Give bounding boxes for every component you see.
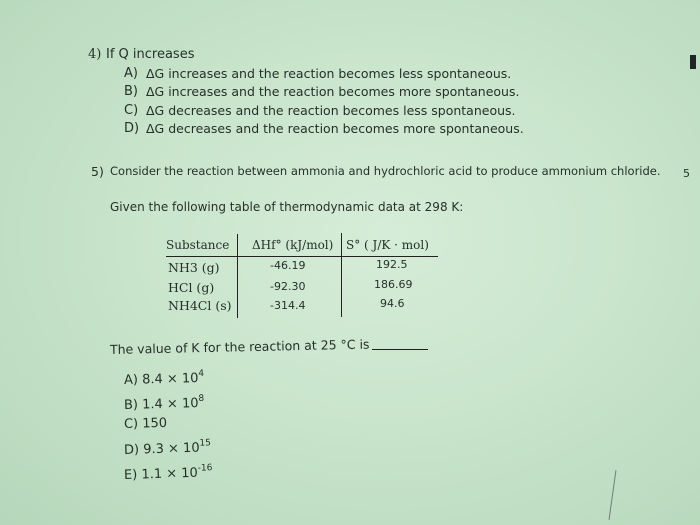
q4-option-a-text: ΔG increases and the reaction becomes less spontaneous.: [146, 66, 512, 81]
table-row-nh4cl-dh: -314.4: [270, 299, 306, 312]
q4-option-c-label: C): [124, 103, 139, 118]
q5-option-a-text: 8.4 × 10: [141, 371, 199, 388]
q5-option-a-exp: 4: [198, 368, 205, 380]
q5-option-e-label: E): [123, 467, 138, 483]
table-header-enthalpy: ΔHf° (kJ/mol): [252, 238, 334, 252]
q5-option-c-label: C): [123, 416, 139, 432]
q5-option-d: [124, 438, 212, 458]
q5-option-e-exp: -16: [197, 463, 213, 474]
table-row-nh3-dh: -46.19: [270, 259, 306, 272]
table-row-nh4cl-s: 94.6: [380, 297, 405, 310]
q4-option-b-label: B): [124, 84, 138, 99]
q4-number: 4): [88, 47, 102, 62]
q5-option-b-label: B): [123, 397, 139, 413]
pen-stroke: [609, 470, 617, 520]
table-row-hcl-s: 186.69: [374, 278, 413, 291]
q5-option-b: [124, 394, 205, 413]
table-row-hcl-dh: -92.30: [270, 280, 306, 293]
q5-option-b-exp: 8: [198, 393, 205, 405]
answer-blank-line: [372, 349, 428, 350]
q5-option-a-label: A): [123, 372, 139, 388]
table-row-nh3-s: 192.5: [376, 258, 408, 271]
table-row-nh4cl-substance: NH4Cl (s): [168, 298, 232, 313]
q5-prompt: The value of K for the reaction at 25 °C is: [109, 336, 370, 357]
table-col-divider-1: [237, 234, 238, 318]
table-row-nh3-substance: NH3 (g): [168, 260, 220, 275]
q5-option-e: [124, 463, 213, 483]
margin-mark: [690, 55, 696, 69]
q5-stem: Consider the reaction between ammonia and hydrochloric acid to produce ammonium chloride.: [110, 164, 661, 178]
table-header-substance: Substance: [166, 238, 230, 252]
q4-option-b-text: ΔG increases and the reaction becomes more spontaneous.: [146, 84, 520, 99]
table-row-hcl-substance: HCl (g): [168, 280, 215, 295]
q5-option-b-text: 1.4 × 10: [141, 396, 199, 413]
table-col-divider-2: [341, 233, 342, 317]
q5-option-d-label: D): [123, 442, 140, 458]
q5-given-text: Given the following table of thermodynamic data at 298 K:: [110, 200, 464, 214]
q5-option-c: [124, 416, 168, 432]
q5-option-e-text: 1.1 × 10: [141, 465, 199, 483]
q5-option-d-exp: 15: [199, 438, 212, 449]
table-header-rule: [166, 256, 438, 257]
q5-option-c-text: 150: [142, 415, 168, 432]
q4-stem: If Q increases: [106, 47, 195, 62]
q5-option-d-text: 9.3 × 10: [143, 440, 200, 458]
table-header-entropy: S° ( J/K · mol): [346, 238, 429, 252]
q5-number: 5): [91, 164, 104, 179]
q4-option-d-label: D): [124, 121, 140, 136]
q4-option-d-text: ΔG decreases and the reaction becomes more spontaneous.: [146, 121, 524, 136]
margin-label: 5: [683, 167, 690, 180]
q4-option-c-text: ΔG decreases and the reaction becomes less spontaneous.: [146, 103, 516, 118]
q4-option-a-label: A): [124, 66, 138, 81]
q5-option-a: [124, 369, 205, 388]
